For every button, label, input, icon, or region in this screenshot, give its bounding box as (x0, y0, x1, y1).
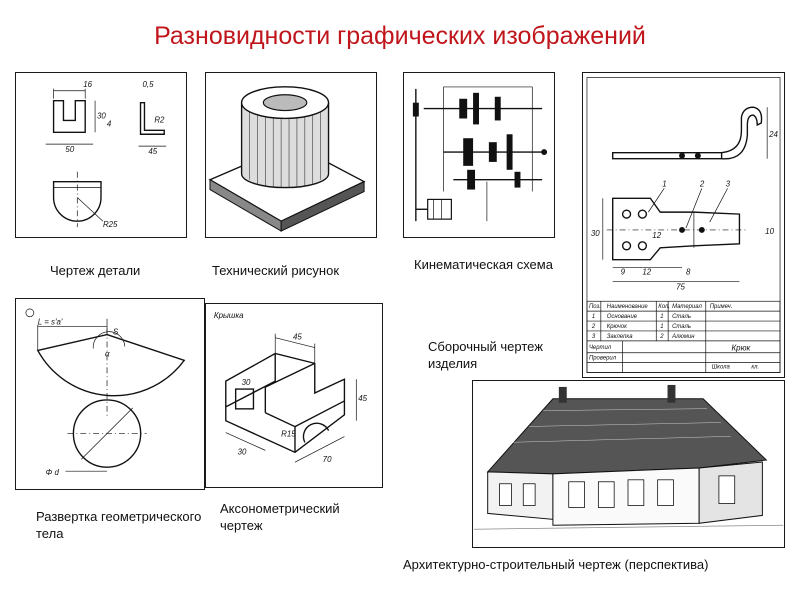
assembly-drawing-panel (582, 72, 785, 378)
svg-text:3: 3 (725, 179, 730, 189)
svg-text:30: 30 (237, 447, 247, 457)
caption-development: Развертка геометрического тела (36, 509, 202, 541)
svg-text:45: 45 (358, 393, 368, 403)
axonometric-drawing (206, 304, 382, 487)
svg-text:R2: R2 (154, 115, 165, 125)
technical-drawing (206, 73, 376, 237)
svg-text:Школа: Школа (711, 364, 730, 371)
svg-text:70: 70 (322, 455, 332, 465)
svg-text:Проверил: Проверил (588, 355, 617, 362)
svg-text:R15: R15 (281, 429, 296, 439)
svg-text:30: 30 (241, 378, 251, 388)
svg-text:1: 1 (591, 314, 596, 321)
svg-text:L = s'a': L = s'a' (37, 317, 63, 327)
svg-text:Заклепка: Заклепка (606, 333, 633, 340)
svg-text:Сталь: Сталь (672, 323, 691, 330)
svg-text:12: 12 (652, 230, 662, 240)
svg-text:9: 9 (620, 267, 626, 277)
svg-text:3: 3 (591, 333, 596, 340)
development-panel (15, 298, 205, 490)
caption-kinematic: Кинематическая схема (414, 257, 553, 272)
svg-text:Кол.: Кол. (658, 304, 670, 311)
caption-technical: Технический рисунок (212, 263, 340, 278)
detail-drawing-panel (15, 72, 187, 238)
svg-text:Чертил: Чертил (588, 344, 612, 351)
svg-text:R25: R25 (102, 220, 118, 230)
svg-text:4: 4 (106, 119, 112, 129)
assembly-drawing (583, 73, 784, 377)
svg-text:0,5: 0,5 (142, 79, 154, 89)
svg-text:24: 24 (769, 129, 778, 139)
svg-text:Крышка: Крышка (213, 310, 244, 320)
svg-text:Материал: Материал (672, 304, 702, 311)
caption-detail: Чертеж детали (50, 263, 141, 278)
svg-text:8: 8 (685, 267, 691, 277)
svg-text:Наименование: Наименование (606, 304, 648, 311)
svg-text:2: 2 (591, 323, 596, 330)
svg-text:10: 10 (765, 226, 774, 236)
detail-drawing (16, 73, 186, 237)
svg-text:30: 30 (97, 111, 106, 121)
svg-text:Φ d: Φ d (45, 468, 59, 478)
development-drawing (16, 299, 204, 489)
svg-text:2: 2 (660, 333, 664, 340)
svg-text:Крючок: Крючок (606, 323, 627, 330)
svg-text:1: 1 (660, 323, 664, 330)
svg-text:Алюмин: Алюмин (672, 333, 695, 340)
svg-text:Примеч.: Примеч. (709, 304, 733, 311)
svg-text:Основание: Основание (606, 314, 638, 321)
caption-assembly: Сборочный чертеж изделия (428, 339, 543, 371)
svg-text:α: α (105, 349, 110, 359)
svg-text:50: 50 (65, 145, 75, 155)
svg-text:1: 1 (662, 179, 667, 189)
architectural-panel (472, 380, 785, 548)
kinematic-scheme-panel (403, 72, 555, 238)
svg-text:Крюк: Крюк (731, 343, 751, 353)
svg-text:2: 2 (699, 179, 705, 189)
svg-text:75: 75 (676, 282, 685, 292)
svg-text:16: 16 (83, 79, 92, 89)
svg-text:45: 45 (148, 147, 158, 157)
svg-text:1: 1 (660, 314, 664, 321)
page-title: Разновидности графических изображений (154, 22, 646, 50)
svg-text:Сталь: Сталь (672, 314, 691, 321)
architectural-drawing (473, 381, 784, 547)
technical-drawing-panel (205, 72, 377, 238)
svg-text:12: 12 (642, 267, 652, 277)
svg-text:30: 30 (590, 228, 600, 238)
parts-table (587, 301, 780, 372)
svg-text:45: 45 (293, 332, 302, 342)
caption-architectural: Архитектурно-строительный чертеж (перспектива) (403, 557, 709, 572)
caption-axonometric: Аксонометрический чертеж (220, 501, 340, 533)
svg-text:S: S (112, 327, 119, 337)
axonometric-panel (205, 303, 383, 488)
svg-text:Поз.: Поз. (588, 304, 601, 311)
svg-text:кл.: кл. (751, 364, 760, 371)
kinematic-scheme (404, 73, 554, 237)
